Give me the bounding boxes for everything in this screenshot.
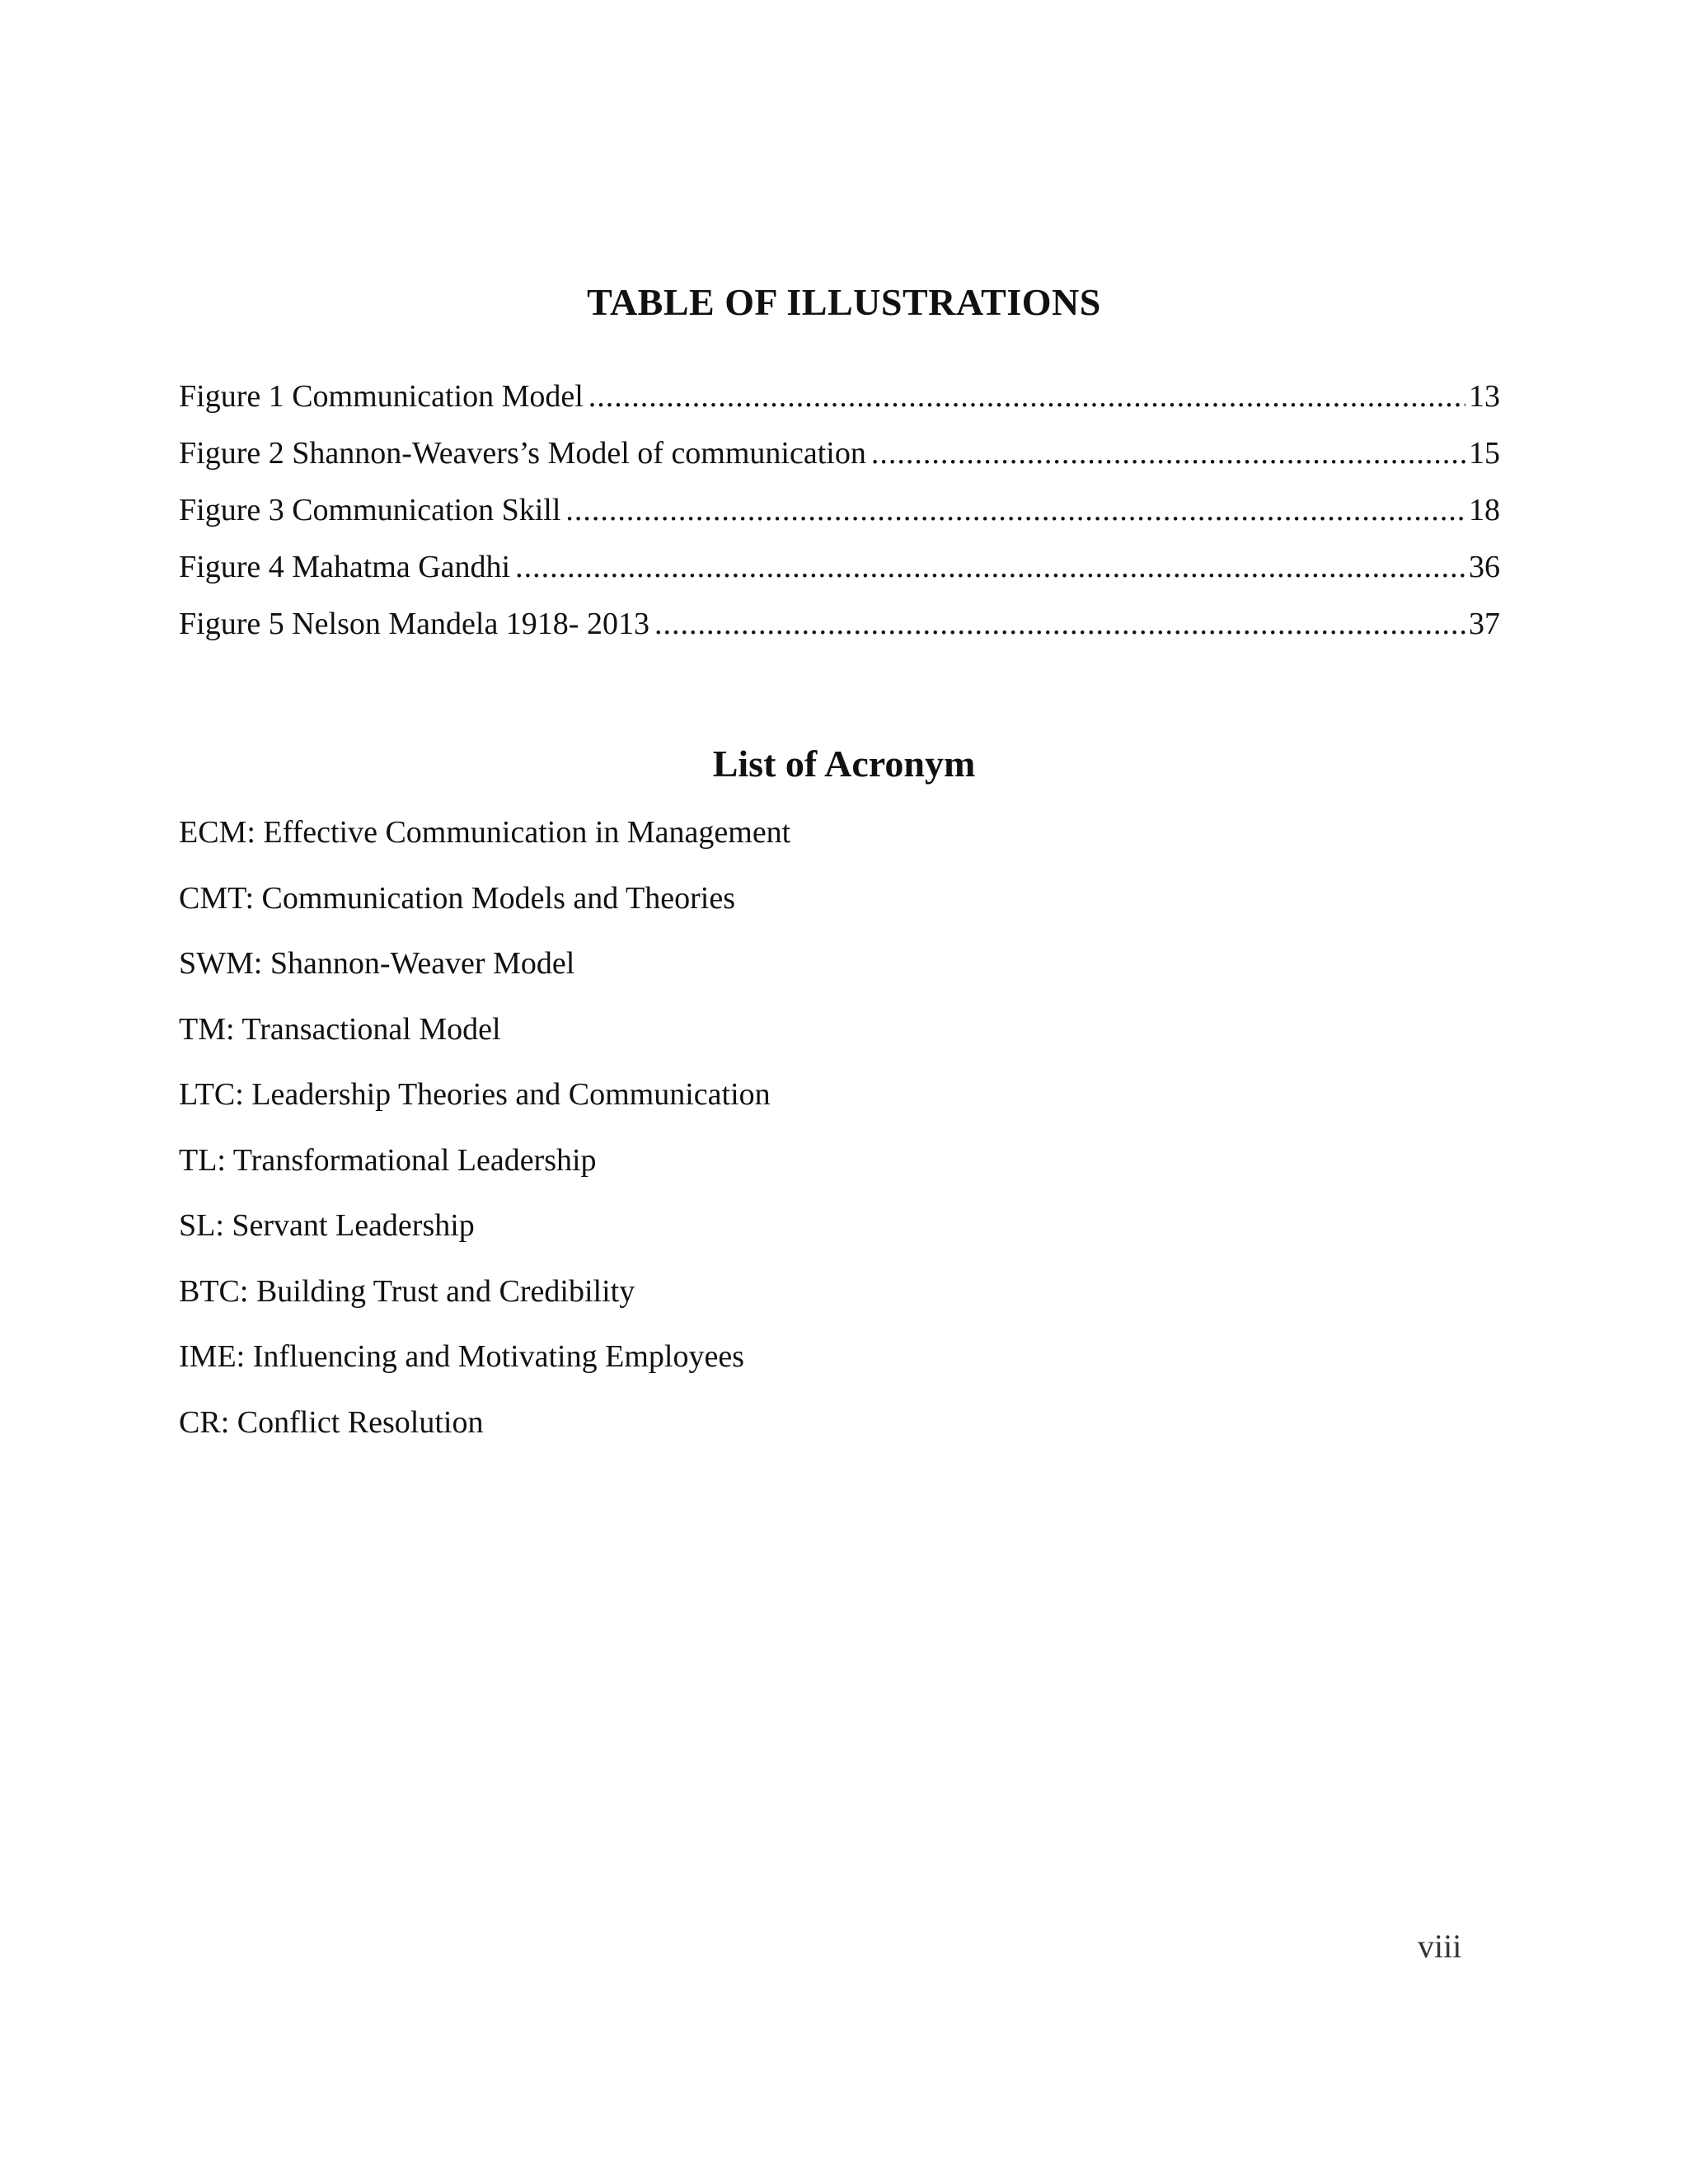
- toc-dot-leader: [588, 368, 1465, 425]
- acronym-item: IME: Influencing and Motivating Employees: [179, 1339, 744, 1374]
- toc-entry-label: Figure 4 Mahatma Gandhi: [179, 550, 511, 584]
- acronym-item: TM: Transactional Model: [179, 1011, 501, 1047]
- acronym-item: SWM: Shannon-Weaver Model: [179, 946, 575, 981]
- list-of-acronym-title: List of Acronym: [712, 743, 976, 785]
- page-number: viii: [1418, 1928, 1462, 1965]
- toc-dot-leader: [565, 482, 1465, 539]
- toc-entry[interactable]: [179, 425, 1500, 482]
- toc-entry-page: 36: [1469, 550, 1500, 584]
- toc-entry-label: Figure 5 Nelson Mandela 1918- 2013: [179, 607, 649, 641]
- toc-entry[interactable]: [179, 539, 1500, 596]
- acronym-item: TL: Transformational Leadership: [179, 1142, 597, 1178]
- toc-entry-label: Figure 1 Communication Model: [179, 379, 584, 414]
- toc-entry-label: Figure 2 Shannon-Weavers’s Model of communication: [179, 436, 866, 471]
- toc-dot-leader: [515, 539, 1465, 596]
- acronym-item: LTC: Leadership Theories and Communication: [179, 1077, 771, 1112]
- toc-entry[interactable]: [179, 368, 1500, 425]
- illustrations-list: [179, 368, 1500, 653]
- acronym-list: [179, 808, 1498, 1463]
- acronym-item: CMT: Communication Models and Theories: [179, 880, 736, 916]
- toc-dot-leader: [654, 596, 1465, 653]
- acronym-item: SL: Servant Leadership: [179, 1208, 475, 1243]
- acronym-item: BTC: Building Trust and Credibility: [179, 1273, 635, 1309]
- toc-entry-label: Figure 3 Communication Skill: [179, 493, 561, 527]
- toc-entry-page: 13: [1469, 379, 1500, 414]
- acronym-item: ECM: Effective Communication in Management: [179, 815, 791, 850]
- toc-entry[interactable]: [179, 596, 1500, 653]
- toc-entry-page: 37: [1469, 607, 1500, 641]
- toc-entry[interactable]: [179, 482, 1500, 539]
- toc-dot-leader: [871, 425, 1465, 482]
- toc-entry-page: 15: [1469, 436, 1500, 471]
- table-of-illustrations-title: TABLE OF ILLUSTRATIONS: [587, 281, 1101, 323]
- toc-entry-page: 18: [1469, 493, 1500, 527]
- acronym-item: CR: Conflict Resolution: [179, 1404, 484, 1440]
